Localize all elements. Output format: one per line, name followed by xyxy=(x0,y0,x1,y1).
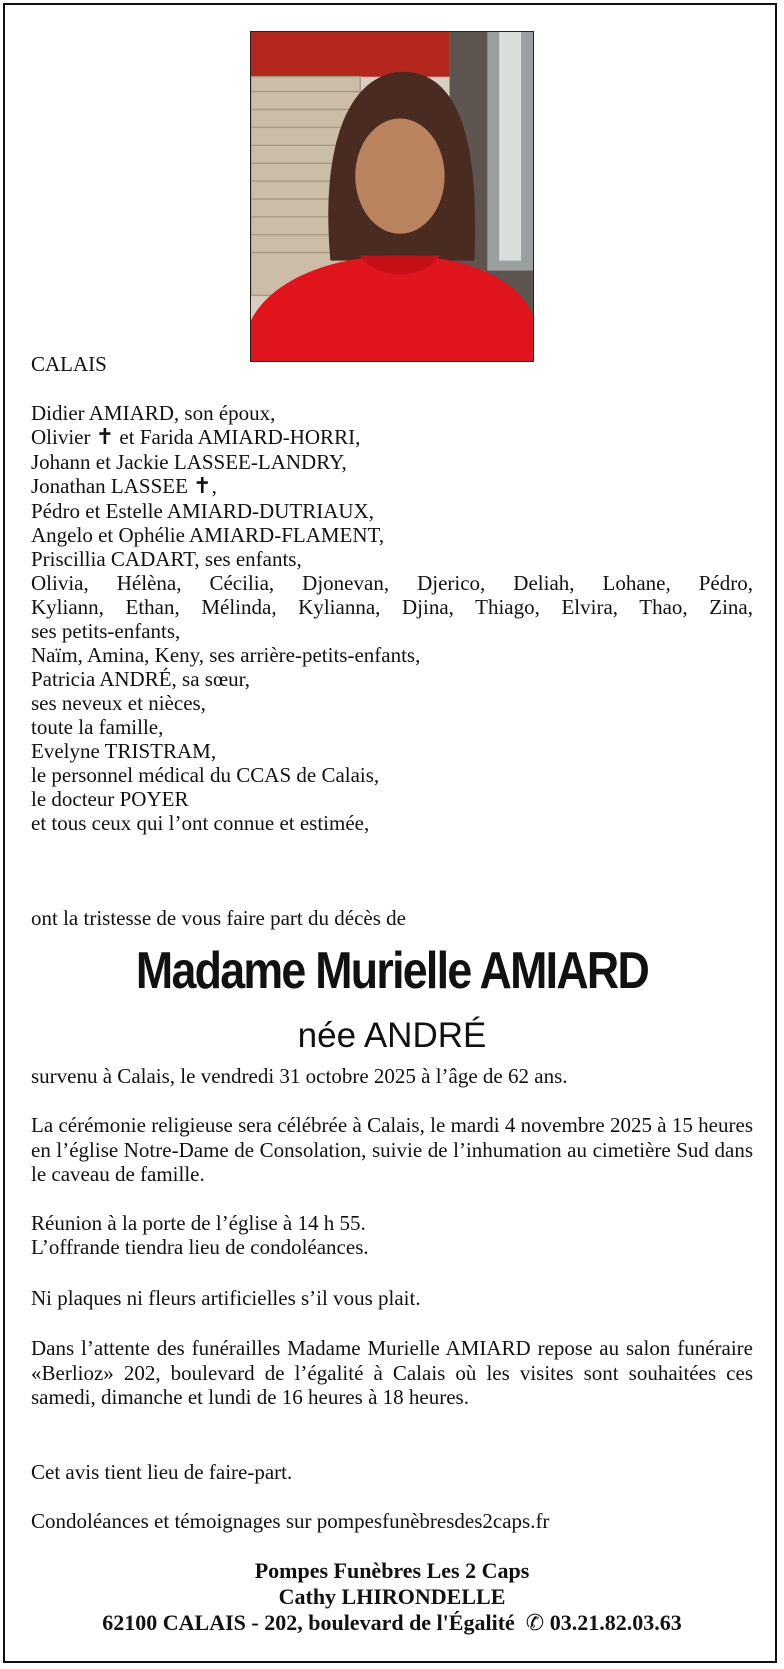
family-list xyxy=(31,401,753,835)
family-line xyxy=(31,715,753,739)
family-line xyxy=(31,787,753,811)
family-line-text: le personnel médical du CCAS de Calais, xyxy=(31,763,380,787)
family-line xyxy=(31,571,753,595)
phone-icon: ✆ xyxy=(525,1611,545,1636)
meeting-info xyxy=(31,1211,753,1259)
family-line-text: le docteur POYER xyxy=(31,787,189,811)
family-line xyxy=(31,401,753,425)
cross-icon: ✝ xyxy=(95,425,115,450)
family-line xyxy=(31,739,753,763)
family-line xyxy=(31,763,753,787)
family-line-suffix: et Farida AMIARD-HORRI, xyxy=(114,425,361,449)
condolences-info xyxy=(31,1509,753,1533)
family-line-text: et tous ceux qui l’ont connue et estimée, xyxy=(31,811,370,835)
location xyxy=(31,352,753,376)
deceased-name: Madame Murielle AMIARD xyxy=(135,942,649,1000)
family-line xyxy=(31,619,753,643)
address-text: 62100 CALAIS - 202, boulevard de l'Égalité xyxy=(102,1610,515,1635)
family-line-text: Evelyne TRISTRAM, xyxy=(31,739,217,763)
condolences-text: Condoléances et témoignages sur pompesfunèbresdes2caps.fr xyxy=(31,1509,550,1533)
ceremony-text: La cérémonie religieuse sera célébrée à Calais, le mardi 4 novembre 2025 à 15 heures en l’église Notre-Dame de Consolation, suivie de l’inhumation au cimetière Sud dans le caveau de famille. xyxy=(31,1113,753,1186)
family-line-text: Naïm, Amina, Keny, ses arrière-petits-enfants, xyxy=(31,643,421,667)
death-info xyxy=(31,1064,753,1088)
death-info-text: survenu à Calais, le vendredi 31 octobre 2025 à l’âge de 62 ans. xyxy=(31,1064,568,1088)
family-line xyxy=(31,667,753,691)
family-line xyxy=(31,811,753,835)
company-name: Pompes Funèbres Les 2 Caps xyxy=(254,1558,530,1583)
notice-text: Cet avis tient lieu de faire-part. xyxy=(31,1460,293,1484)
funeral-home-footer xyxy=(0,1558,784,1637)
announcement-text: ont la tristesse de vous faire part du décès de xyxy=(31,906,406,930)
family-line-text: ses neveux et nièces, xyxy=(31,691,206,715)
family-line-suffix: , xyxy=(211,474,217,498)
family-line xyxy=(31,691,753,715)
family-line xyxy=(31,425,753,450)
rest-paragraph xyxy=(31,1336,753,1410)
family-line-text: Jonathan LASSEE xyxy=(31,474,188,498)
location-text: CALAIS xyxy=(31,352,107,376)
ceremony-paragraph xyxy=(31,1113,753,1187)
family-line-text: Pédro et Estelle AMIARD-DUTRIAUX, xyxy=(31,499,374,523)
family-line-text: Didier AMIARD, son époux, xyxy=(31,401,276,425)
family-line-text: Johann et Jackie LASSEE-LANDRY, xyxy=(31,450,347,474)
no-flowers-text: Ni plaques ni fleurs artificielles s’il vous plait. xyxy=(31,1286,421,1310)
family-line-text: Olivier xyxy=(31,425,91,449)
address-line xyxy=(0,1610,784,1637)
portrait-image xyxy=(251,32,533,361)
family-line xyxy=(31,595,753,619)
family-line-text: ses petits-enfants, xyxy=(31,619,181,643)
family-line xyxy=(31,474,753,499)
family-line-text: toute la famille, xyxy=(31,715,164,739)
family-line xyxy=(31,523,753,547)
born-name: née ANDRÉ xyxy=(297,1016,487,1055)
family-line-text: Angelo et Ophélie AMIARD-FLAMENT, xyxy=(31,523,385,547)
family-line xyxy=(31,450,753,474)
contact-name: Cathy LHIRONDELLE xyxy=(278,1584,506,1609)
portrait-photo xyxy=(250,31,534,362)
phone-number[interactable]: 03.21.82.03.63 xyxy=(549,1610,682,1635)
notice-info xyxy=(31,1460,753,1484)
family-line-text: Olivia, Hélèna, Cécilia, Djonevan, Djerico, Deliah, Lohane, Pédro, xyxy=(31,571,753,595)
rest-text: Dans l’attente des funérailles Madame Murielle AMIARD repose au salon funéraire «Berlioz» 202, boulevard de l’égalité à Calais où les visites sont souhaitées ces samedi, dimanche et lundi de 16 heures à 18 heures. xyxy=(31,1336,753,1409)
meeting-text: Réunion à la porte de l’église à 14 h 55. xyxy=(31,1211,366,1235)
family-line-text: Kyliann, Ethan, Mélinda, Kylianna, Djina, Thiago, Elvira, Thao, Zina, xyxy=(31,595,753,619)
flowers-info xyxy=(31,1286,753,1310)
family-line-text: Priscillia CADART, ses enfants, xyxy=(31,547,302,571)
cross-icon: ✝ xyxy=(193,474,212,499)
family-line xyxy=(31,499,753,523)
offering-text: L’offrande tiendra lieu de condoléances. xyxy=(31,1235,369,1259)
family-line xyxy=(31,643,753,667)
family-line xyxy=(31,547,753,571)
family-line-text: Patricia ANDRÉ, sa sœur, xyxy=(31,667,251,691)
announcement xyxy=(31,906,753,930)
